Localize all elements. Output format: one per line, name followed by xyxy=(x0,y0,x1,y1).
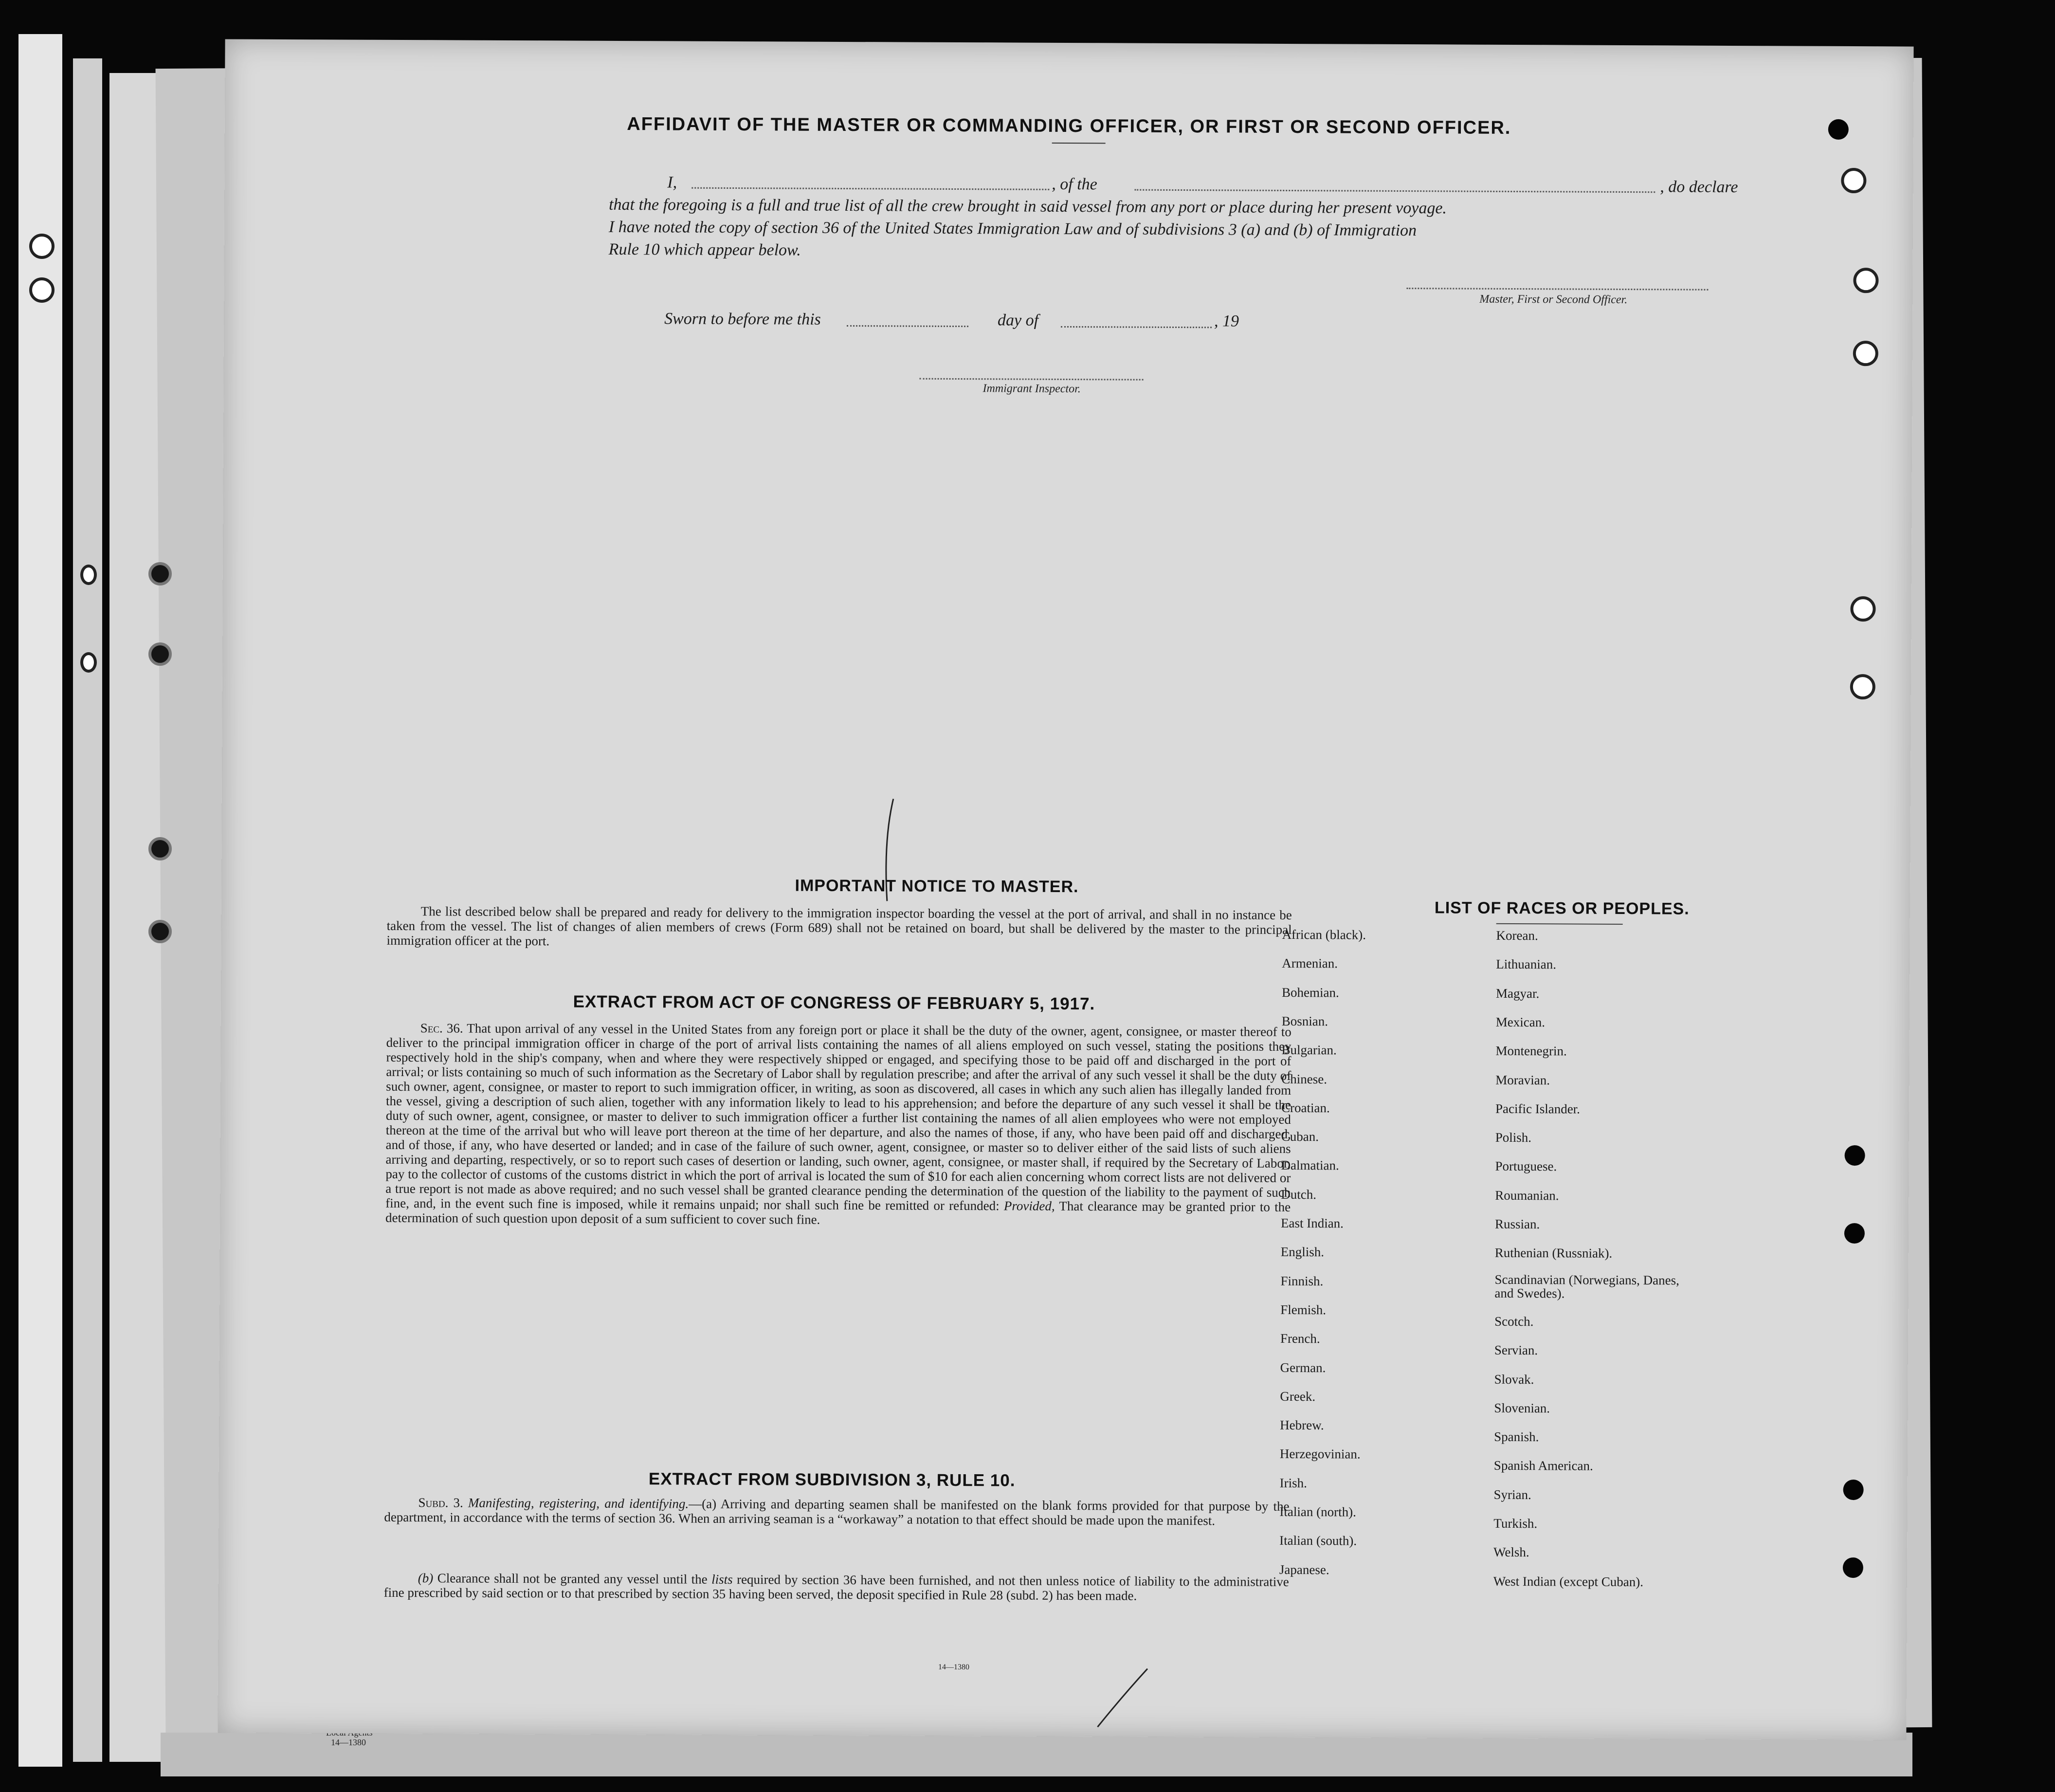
rule-paragraph-a xyxy=(384,1495,1289,1528)
act-heading: EXTRACT FROM ACT OF CONGRESS OF FEBRUARY 5, 1917. xyxy=(573,992,1095,1014)
affidavit-do-declare: , do declare xyxy=(1660,178,1738,197)
vessel-blank[interactable] xyxy=(1134,189,1655,193)
affidavit-of-the: , of the xyxy=(1052,175,1097,194)
act-provided: Provided, xyxy=(1003,1198,1055,1213)
master-label: Master, First or Second Officer. xyxy=(1479,293,1628,307)
race-item: Portuguese. xyxy=(1495,1159,1557,1174)
rule-subd-label: Subd. 3. xyxy=(418,1495,463,1510)
race-item: Magyar. xyxy=(1496,986,1540,1001)
race-item: Scotch. xyxy=(1494,1314,1534,1329)
local-agents-number: 14—1380 xyxy=(331,1737,366,1747)
pen-stroke xyxy=(1093,1666,1152,1730)
bottom-strip xyxy=(161,1733,1912,1776)
binder-ring xyxy=(148,837,172,860)
race-item: Greek. xyxy=(1280,1389,1316,1404)
race-item: Cuban. xyxy=(1281,1129,1319,1144)
race-item: Flemish. xyxy=(1280,1302,1327,1317)
sworn-day-blank[interactable] xyxy=(847,325,968,327)
binder-ring xyxy=(148,642,172,666)
act-section-text-end: That clearance may be granted prior to the determination of such question upon deposit of a sum sufficient to cover such fine. xyxy=(385,1198,1291,1227)
race-item: Spanish. xyxy=(1494,1429,1539,1445)
punch-hole xyxy=(1850,674,1875,699)
race-item: Ruthenian (Russniak). xyxy=(1494,1245,1613,1261)
race-item: Japanese. xyxy=(1279,1562,1329,1577)
race-item: Herzegovinian. xyxy=(1279,1446,1361,1462)
rule-para-b-start: Clearance shall not be granted any vessel until the xyxy=(437,1571,708,1587)
rule-para-b-lists: lists xyxy=(711,1572,733,1587)
race-item: Polish. xyxy=(1495,1130,1532,1145)
act-section-36 xyxy=(385,1021,1291,1229)
races-heading: LIST OF RACES OR PEOPLES. xyxy=(1434,898,1690,918)
race-item: Hebrew. xyxy=(1280,1418,1324,1433)
punch-hole xyxy=(1853,341,1878,366)
binder-ring xyxy=(148,562,172,585)
race-item: Dalmatian. xyxy=(1281,1158,1339,1173)
race-item: Lithuanian. xyxy=(1496,957,1557,972)
sworn-month-blank[interactable] xyxy=(1061,326,1212,328)
punch-dot xyxy=(1845,1145,1865,1166)
races-column-2 xyxy=(1493,928,1749,1659)
act-section-label: Sec. 36. xyxy=(420,1021,463,1036)
race-item: Italian (north). xyxy=(1279,1504,1356,1519)
race-item: West Indian (except Cuban). xyxy=(1493,1573,1644,1589)
race-item: Turkish. xyxy=(1493,1516,1538,1531)
race-item: Dutch. xyxy=(1281,1187,1317,1202)
race-item: Chinese. xyxy=(1281,1071,1328,1086)
punch-dot xyxy=(1843,1480,1864,1500)
affidavit-i-label: I, xyxy=(667,173,677,192)
races-heading-rule xyxy=(1496,923,1623,925)
binder-ring xyxy=(148,920,172,943)
race-item: Russian. xyxy=(1494,1216,1540,1232)
day-of-label: day of xyxy=(998,311,1039,329)
race-item: Italian (south). xyxy=(1279,1533,1357,1548)
notice-text: The list described below shall be prepared and ready for delivery to the immigration inspector boarding the vessel at the port of arrival, and shall in no instance be taken from the vessel. The list of changes of alien members of crews (Form 689) shall not be retained on board, but shall be delivered by the master to the principal immigration officer at the port. xyxy=(386,904,1292,949)
race-item: East Indian. xyxy=(1280,1215,1344,1231)
manifest-page xyxy=(218,39,1913,1740)
rule-paragraph-b xyxy=(384,1571,1289,1604)
act-section-text: That upon arrival of any vessel in the United States from any foreign port or place it shall be the duty of the owner, agent, consignee, or master thereof to deliver to the principal immigration officer in charge of the port of arrival lists containing the names of all aliens employed on such vessel, stating the positions they respectively hold in the ship's company, when and where they were respectively shipped or engaged, and specifying those to be paid off and discharged in the port of arrival; or lists containing so much of such information as the Secretary of Labor shall by regulation prescribe; and after the arrival of any such vessel it shall be the duty of such owner, agent, consignee, or master to report to such immigration officer, in writing, as soon as discovered, all cases in which any such alien has illegally landed from the vessel, giving a description of such alien, together with any information likely to lead to his apprehension; and before the departure of any such vessel it shall be the duty of such owner, agent, consignee, or master to deliver to such immigration officer a further list containing the names of all alien employees who were not employed thereon at the time of the arrival but who will leave port thereon at the time of her departure, and also the names of those, if any, who have been paid off and discharged, and of those, if any, who have deserted or landed; and in case of the failure of such owner, agent, consignee, or master so to deliver either of the said lists of such aliens arriving and departing, respectively, or so to report such cases of desertion or landing, such owner, agent, consignee, or master shall, if required by the Secretary of Labor, pay to the collector of customs of the customs district in which the port of arrival is located the sum of $10 for each alien concerning whom correct lists are not delivered or a true report is not made as above required; and no such vessel shall be granted clearance pending the determination of the question of the liability to the payment of such fine, and, in the event such fine is imposed, while it remains unpaid; nor shall such fine be remitted or refunded: xyxy=(385,1021,1291,1213)
race-item: Spanish American. xyxy=(1493,1458,1593,1474)
punch-hole xyxy=(1841,168,1866,193)
punch-dot xyxy=(1843,1557,1863,1578)
rule-heading: EXTRACT FROM SUBDIVISION 3, RULE 10. xyxy=(648,1469,1016,1490)
rule-para-b-label: (b) xyxy=(418,1571,434,1586)
affidavit-title: AFFIDAVIT OF THE MASTER OR COMMANDING OFFICER, OR FIRST OR SECOND OFFICER. xyxy=(627,114,1511,138)
race-item: Roumanian. xyxy=(1495,1188,1559,1203)
race-item: Welsh. xyxy=(1493,1545,1529,1560)
binder-hole xyxy=(80,652,97,673)
race-item: Finnish. xyxy=(1280,1273,1324,1288)
title-rule xyxy=(1052,143,1106,144)
race-item: Pacific Islander. xyxy=(1495,1101,1581,1116)
notice-heading: IMPORTANT NOTICE TO MASTER. xyxy=(795,876,1079,896)
binder-hole xyxy=(80,565,97,585)
backing-sheet xyxy=(73,58,102,1762)
race-item: Mexican. xyxy=(1495,1014,1546,1030)
race-item: Irish. xyxy=(1279,1475,1308,1490)
affidavit-line-1: that the foregoing is a full and true list of all the crew brought in said vessel from any port or place during her present voyage. xyxy=(609,195,1447,218)
inspector-label: Immigrant Inspector. xyxy=(982,382,1081,396)
race-item: Moravian. xyxy=(1495,1072,1550,1087)
race-item: Servian. xyxy=(1494,1343,1538,1358)
inspector-signature-blank[interactable] xyxy=(920,378,1144,381)
form-number: 14—1380 xyxy=(938,1663,970,1672)
race-item: Slovenian. xyxy=(1494,1400,1550,1416)
races-column-1 xyxy=(1279,927,1516,1658)
rule-para-b-rest: required by section 36 have been furnished, and not then unless notice of liability to the administrative fine prescribed by said section or to that prescribed by section 35 having been served, the deposit specified in Rule 28 (subd. 2) has been made. xyxy=(383,1572,1289,1603)
rule-para-a-text: —(a) Arriving and departing seamen shall be manifested on the blank forms provided for that purpose by the department, in accordance with the terms of section 36. When an arriving seaman is a “workaway” a notation to that effect should be made upon the manifest. xyxy=(384,1496,1290,1528)
name-blank[interactable] xyxy=(691,187,1049,190)
race-item: Bulgarian. xyxy=(1281,1042,1337,1058)
affidavit-line-3: Rule 10 which appear below. xyxy=(608,240,801,259)
race-item: Bosnian. xyxy=(1281,1013,1328,1029)
race-item: Korean. xyxy=(1496,928,1538,943)
punch-hole xyxy=(1853,268,1878,293)
rule-subd-title: Manifesting, registering, and identifying. xyxy=(468,1495,689,1511)
race-item: French. xyxy=(1280,1331,1320,1346)
punch-hole xyxy=(1850,596,1875,622)
race-item: Montenegrin. xyxy=(1495,1043,1567,1059)
race-item: Bohemian. xyxy=(1282,985,1339,1000)
sworn-label: Sworn to before me this xyxy=(664,310,821,329)
race-item: Scandinavian (Norwegians, Danes, and Swedes). xyxy=(1494,1272,1679,1301)
race-item: Slovak. xyxy=(1494,1371,1534,1387)
race-item: Syrian. xyxy=(1493,1487,1531,1502)
binder-hole xyxy=(29,234,55,259)
race-item: Croatian. xyxy=(1281,1100,1330,1115)
affidavit-line-2: I have noted the copy of section 36 of the United States Immigration Law and of subdivisions 3 (a) and (b) of Immigration xyxy=(608,218,1417,240)
binder-hole xyxy=(29,277,55,303)
race-item: African (black). xyxy=(1282,927,1366,942)
race-item: Armenian. xyxy=(1282,956,1338,971)
year-label: , 19 xyxy=(1214,312,1239,330)
punch-dot xyxy=(1844,1223,1865,1243)
race-item: English. xyxy=(1280,1244,1325,1260)
master-signature-blank[interactable] xyxy=(1406,288,1708,291)
race-item: German. xyxy=(1280,1360,1326,1375)
